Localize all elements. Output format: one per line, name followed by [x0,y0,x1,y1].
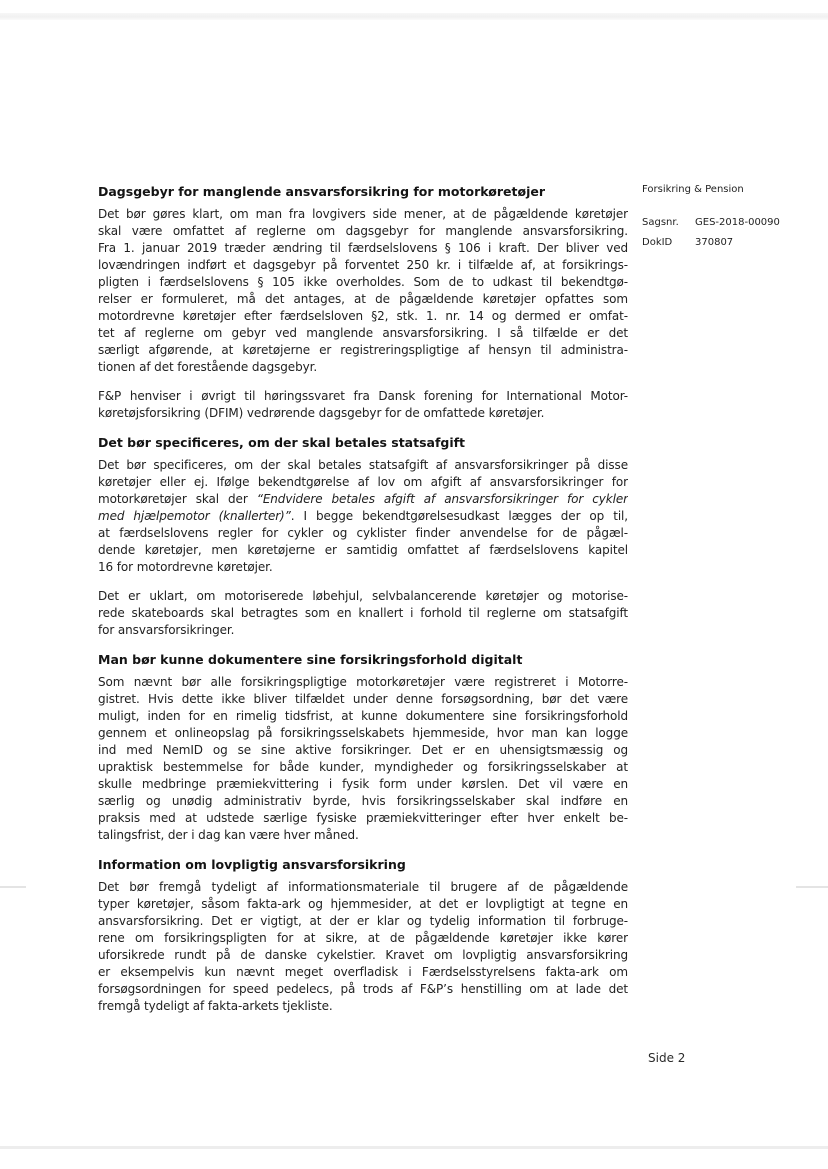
doc-id-value: 370807 [695,237,734,248]
body-text: upraktisk bestemmelse for både kunder, myndigheder og forsikringsselskaber at [98,760,628,774]
text-line [98,964,628,981]
paragraph [98,206,628,376]
text-line [98,810,628,827]
text-line [98,559,628,576]
body-text: talingsfrist, der i dag kan være hver måned. [98,828,359,842]
document-meta-panel [642,183,780,253]
paragraph [98,879,628,1015]
text-line [98,491,628,508]
scan-artifact-top-edge [0,13,828,20]
body-text: praksis med at udstede særlige fysiske præmiekvitteringer efter hver enkelt be- [98,811,628,825]
body-text: Fra 1. januar 2019 træder ændring til færdselslovens § 106 i kraft. Der bliver ved [98,241,628,255]
section-heading: Dagsgebyr for manglende ansvarsforsikring for motorkøretøjer [98,184,546,199]
body-text: muligt, inden for en rimelig tidsfrist, at kunne dokumentere sine forsikringsforhold [98,709,628,723]
text-line [98,525,628,542]
text-line [98,691,628,708]
text-line [98,896,628,913]
page-number: Side 2 [648,1051,686,1065]
body-text: . I begge bekendtgørelsesudkast lægges der op til, [290,509,628,523]
body-text: dende køretøjer, men køretøjerne er samtidig omfattet af færdselslovens kapitel [98,543,628,557]
body-text: er eksempelvis kun nævnt meget overfladisk i Færdselsstyrelsens fakta-ark om [98,965,628,979]
body-text: at færdselslovens regler for cykler og cyklister finder anvendelse for de pågæl- [98,526,628,540]
text-line [98,474,628,491]
text-line [98,827,628,844]
text-line [98,674,628,691]
text-line [98,325,628,342]
text-line [98,998,628,1015]
text-line [98,981,628,998]
body-text: fremgå tydeligt af fakta-arkets tjekliste. [98,999,333,1013]
body-text: gennem et onlineopslag på forsikringsselskabets hjemmeside, hvor man kan logge [98,726,628,740]
text-line [98,388,628,405]
case-number-value: GES-2018-00090 [695,217,780,228]
body-text: særlig og unødig administrativ byrde, hvis forsikringsselskaber skal indføre en [98,794,628,808]
body-text: rene om forsikringspligten for at sikre, at de pågældende køretøjer ikke kører [98,931,628,945]
doc-id-row [642,233,780,253]
body-text: ansvarsforsikring. Det er vigtigt, at der er klar og tydelig information til forbruge- [98,914,628,928]
scan-artifact-bottom-edge [0,1146,828,1149]
body-text: tionen af det forestående dagsgebyr. [98,360,318,374]
body-text: pligten i færdselslovens § 105 ikke overholdes. Som de to udkast til bekendtgø- [98,275,628,289]
scan-artifact-left-dash [0,886,26,888]
case-number-label: Sagsnr. [642,217,679,228]
org-name: Forsikring & Pension [642,184,744,195]
body-text: Det bør fremgå tydeligt af informationsmateriale til brugere af de pågældende [98,880,628,894]
text-line [98,776,628,793]
text-line [98,913,628,930]
scan-artifact-right-dash [796,886,828,888]
body-text: Som nævnt bør alle forsikringspligtige motorkøretøjer være registreret i Motorre- [98,675,628,689]
text-line [98,342,628,359]
body-text: motorkøretøjer skal der [98,492,257,506]
quoted-italic-text: “Endvidere betales afgift af ansvarsforsikringer for cykler [256,492,628,506]
case-number-row [642,213,780,233]
text-line [98,742,628,759]
body-text: Det bør gøres klart, om man fra lovgivers side mener, at de pågældende køretøjer [98,207,628,221]
section-heading: Man bør kunne dokumentere sine forsikringsforhold digitalt [98,652,523,667]
document-body [98,183,628,1027]
text-line [98,930,628,947]
text-line [98,793,628,810]
text-line [98,240,628,257]
body-text: skulle medbringe præmiekvittering i fysik form under kørslen. Det vil være en [98,777,628,791]
body-text: forsøgsordningen for speed pedelecs, på trods af F&P’s henstilling om at lade det [98,982,628,996]
text-line [98,708,628,725]
text-line [98,605,628,622]
body-text: F&P henviser i øvrigt til høringssvaret fra Dansk forening for International Motor- [98,389,628,403]
text-line [98,879,628,896]
paragraph [98,674,628,844]
body-text: ind med NemID og se sine aktive forsikringer. Det er en uhensigtsmæssig og [98,743,628,757]
body-text: lovændringen indført et dagsgebyr på forventet 250 kr. i tilfælde af, at forsikrings- [98,258,628,272]
body-text: skal være omfattet af reglerne om dagsgebyr for manglende ansvarsforsikring. [98,224,628,238]
text-line [98,759,628,776]
quoted-italic-text: med hjælpemotor (knallerter)” [98,509,291,523]
paragraph [98,388,628,422]
text-line [98,291,628,308]
body-text: uforsikrede rundt på de danske cykelstier. Kravet om lovpligtig ansvarsforsikring [98,948,628,962]
text-line [98,206,628,223]
body-text: særligt afgørende, at køretøjerne er registreringspligtige af hensyn til administra- [98,343,628,357]
text-line [98,725,628,742]
body-text: rede skateboards skal betragtes som en knallert i forhold til reglerne om statsafgift [98,606,628,620]
body-text: Det er uklart, om motoriserede løbehjul, selvbalancerende køretøjer og motorise- [98,589,628,603]
body-text: gistret. Hvis dette ikke bliver tilfældet under denne forsøgsordning, bør det være [98,692,628,706]
text-line [98,622,628,639]
body-text: typer køretøjer, såsom fakta-ark og hjemmesider, at det er lovpligtigt at tegne en [98,897,628,911]
text-line [98,457,628,474]
body-text: 16 for motordrevne køretøjer. [98,560,273,574]
body-text: for ansvarsforsikringer. [98,623,235,637]
body-text: motordrevne køretøjer efter færdselsloven §2, stk. 1. nr. 14 og dermed er omfat- [98,309,628,323]
paragraph [98,457,628,576]
text-line [98,274,628,291]
paragraph [98,588,628,639]
section-heading: Information om lovpligtig ansvarsforsikring [98,857,406,872]
body-text: tet af reglerne om gebyr ved manglende ansvarsforsikring. I så tilfælde er det [98,326,628,340]
text-line [98,359,628,376]
text-line [98,405,628,422]
text-line [98,508,628,525]
text-line [98,257,628,274]
body-text: Det bør specificeres, om der skal betales statsafgift af ansvarsforsikringer på disse [98,458,628,472]
case-meta [642,213,780,253]
text-line [98,308,628,325]
text-line [98,947,628,964]
section-heading: Det bør specificeres, om der skal betales statsafgift [98,435,466,450]
page-footer [648,1051,685,1065]
text-line [98,588,628,605]
text-line [98,542,628,559]
body-text: relser er formuleret, må det antages, at de pågældende køretøjer opfattes som [98,292,628,306]
doc-id-label: DokID [642,237,673,248]
body-text: køretøjer eller ej. Ifølge bekendtgørelse af lov om afgift af ansvarsforsikringer for [98,475,628,489]
body-text: køretøjsforsikring (DFIM) vedrørende dagsgebyr for de omfattede køretøjer. [98,406,545,420]
text-line [98,223,628,240]
